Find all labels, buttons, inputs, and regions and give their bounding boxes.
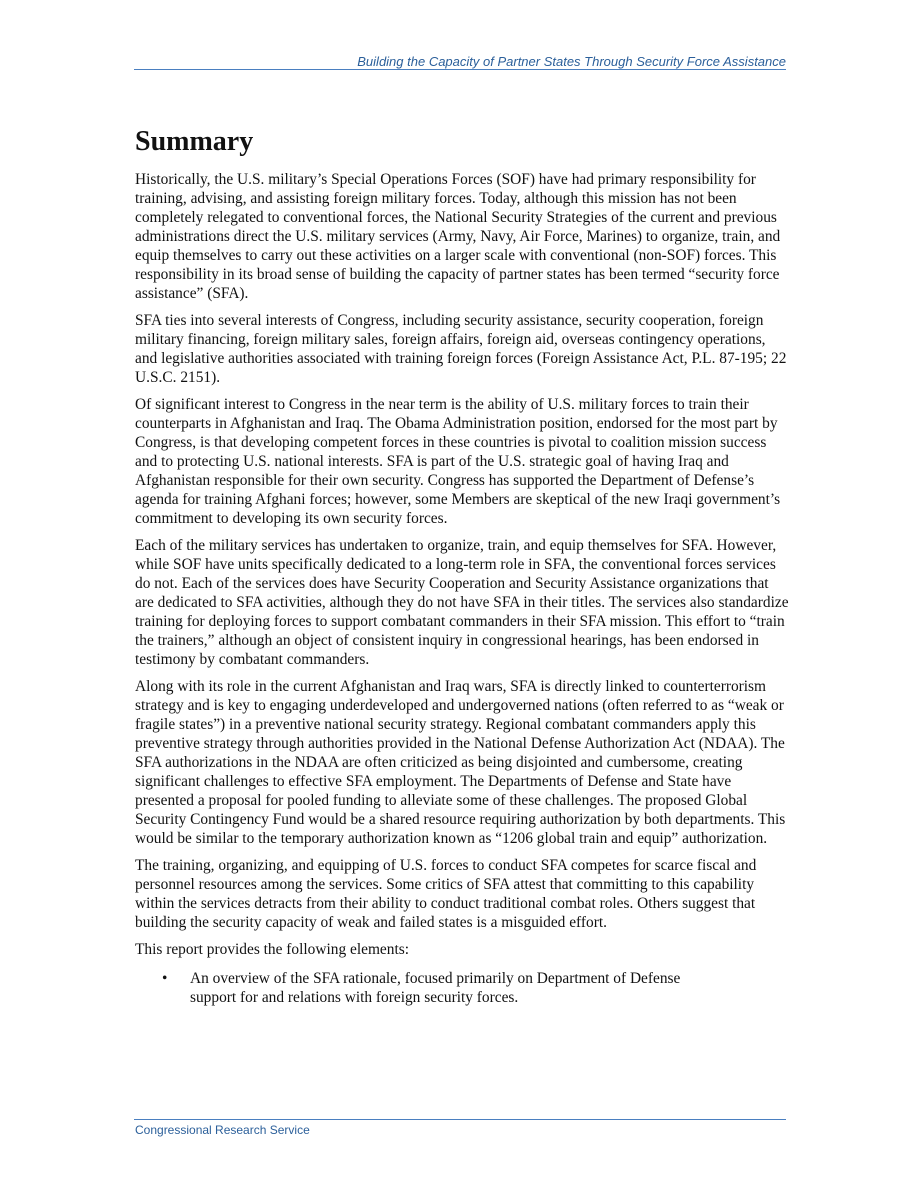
list-item [135,969,720,1007]
document-body [135,126,790,1007]
running-header: Building the Capacity of Partner States Through Security Force Assistance [357,54,786,69]
section-title: Summary [135,126,254,157]
list-item-text: An overview of the SFA rationale, focused primarily on Department of Defense support for and relations with foreign security forces. [190,970,681,1006]
header-rule [134,69,786,70]
paragraph: Each of the military services has undertaken to organize, train, and equip themselves for SFA. However, while SOF have units specifically dedicated to a long-term role in SFA, the conventional forces services do not. Each of the services does have Security Cooperation and Security Assistance organizations that are dedicated to SFA activities, although they do not have SFA in their titles. The services also standardize training for deploying forces to support combatant commanders in their SFA mission. This effort to “train the trainers,” although an object of consistent inquiry in congressional hearings, has been endorsed in testimony by combatant commanders. [135,537,789,668]
paragraph: Of significant interest to Congress in the near term is the ability of U.S. military forces to train their counterparts in Afghanistan and Iraq. The Obama Administration position, endorsed for the most part by Congress, is that developing competent forces in these countries is pivotal to coalition mission success and to protecting U.S. national interests. SFA is part of the U.S. strategic goal of having Iraq and Afghanistan responsible for their own security. Congress has supported the Department of Defense’s agenda for training Afghani forces; however, some Members are skeptical of the new Iraqi government’s commitment to developing its own security forces. [135,396,781,527]
paragraph: Along with its role in the current Afghanistan and Iraq wars, SFA is directly linked to counterterrorism strategy and is key to engaging underdeveloped and undergoverned nations (often referred to as “weak or fragile states”) in a preventive national security strategy. Regional combatant commanders apply this preventive strategy through authorities provided in the National Defense Authorization Act (NDAA). The SFA authorizations in the NDAA are often criticized as being disjointed and cumbersome, creating significant challenges to effective SFA employment. The Departments of Defense and State have presented a proposal for pooled funding to alleviate some of these challenges. The proposed Global Security Contingency Fund would be a shared resource requiring authorization by both departments. This would be similar to the temporary authorization known as “1206 global train and equip” authorization. [135,678,786,847]
footer-rule [134,1119,786,1120]
bullet-list [135,969,790,1007]
paragraph: The training, organizing, and equipping of U.S. forces to conduct SFA competes for scarce fiscal and personnel resources among the services. Some critics of SFA attest that committing to this capability within the services detracts from their ability to conduct traditional combat roles. Others suggest that building the security capacity of weak and failed states is a misguided effort. [135,857,757,931]
paragraph: This report provides the following elements: [135,941,409,958]
footer-organization: Congressional Research Service [135,1123,310,1137]
paragraph: Historically, the U.S. military’s Special Operations Forces (SOF) have had primary responsibility for training, advising, and assisting foreign military forces. Today, although this mission has not been completely relegated to conventional forces, the National Security Strategies of the current and previous administrations direct the U.S. military services (Army, Navy, Air Force, Marines) to organize, train, and equip themselves to carry out these activities on a larger scale with conventional (non-SOF) forces. This responsibility in its broad sense of building the capacity of partner states has been termed “security force assistance” (SFA). [135,171,781,302]
bullet-marker: • [162,970,168,987]
paragraph: SFA ties into several interests of Congress, including security assistance, security cooperation, foreign military financing, foreign military sales, foreign affairs, foreign aid, overseas contingency operations, and legislative authorities associated with training foreign forces (Foreign Assistance Act, P.L. 87-195; 22 U.S.C. 2151). [135,312,787,386]
